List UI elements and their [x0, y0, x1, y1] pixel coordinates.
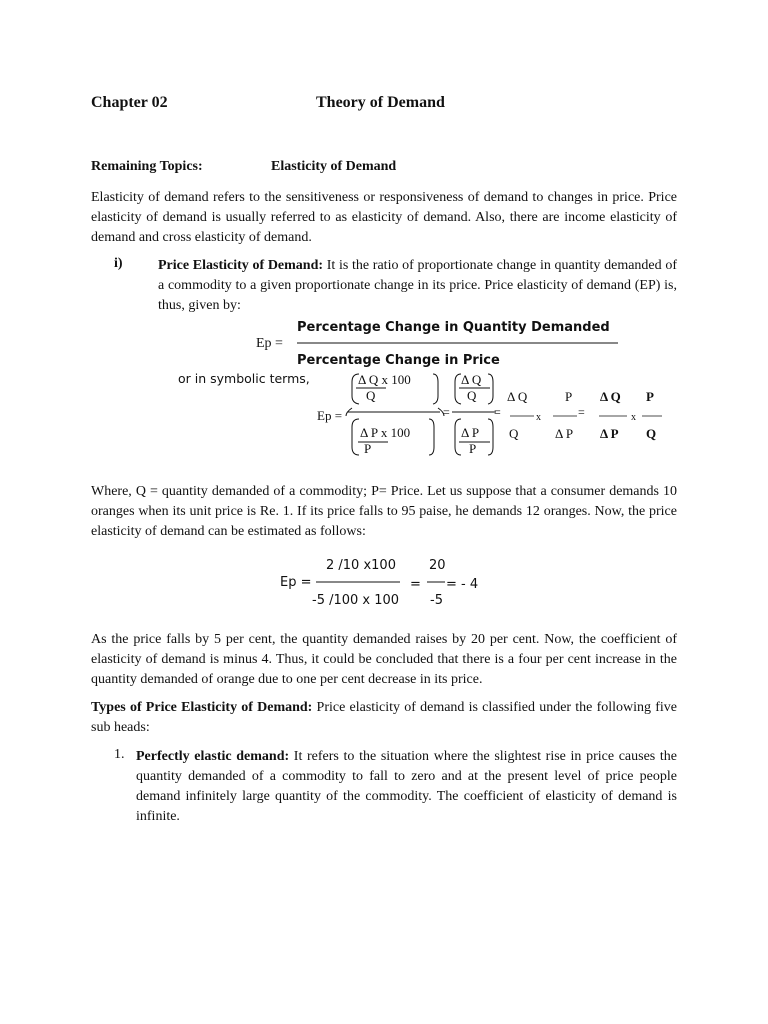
formula2-frac2-den: -5	[430, 593, 443, 608]
intro-paragraph: Elasticity of demand refers to the sensitiveness or responsiveness of demand to changes in price. Price elasticity of demand is usually referred to as elasticity of demand. Also, there are income elasticity of demand and cross elasticity of demand.	[91, 190, 677, 245]
formula1-ratio-num-bot: Q	[467, 388, 477, 403]
formula2-numerator: 2 /10 x100	[326, 558, 396, 573]
calculation-formula-image	[272, 552, 502, 624]
formula1-numerator: Percentage Change in Quantity Demanded	[297, 320, 610, 335]
formula1-x2: x	[631, 412, 636, 423]
formula1-term-q: Q	[509, 426, 519, 441]
formula1-x1: x	[536, 412, 541, 423]
result-paragraph: As the price falls by 5 per cent, the quantity demanded raises by 20 per cent. Now, the coefficient of elasticity of demand is minus 4. Thus, it could be concluded that there is a four per cent increase in the quantity demanded of orange due to one per cent decrease in its price.	[91, 632, 677, 687]
elasticity-formula-image	[170, 312, 680, 462]
formula1-bracket-right-bottom	[429, 419, 434, 455]
formula1-eq2: =	[494, 405, 501, 419]
list-item-1-marker: 1.	[114, 747, 125, 762]
formula1-bracket-left-bottom	[352, 419, 359, 455]
section-i-paragraph	[158, 256, 677, 316]
formula1-num-pct-den: Q	[366, 388, 376, 403]
formula1-term-p: P	[565, 389, 573, 404]
types-lead: Types of Price Elasticity of Demand:	[91, 700, 313, 715]
formula1-lhs: Ep =	[256, 336, 283, 351]
formula2-eq: =	[410, 577, 421, 592]
formula1-ratio-bracket-rb	[488, 419, 493, 455]
formula1-ratio-bracket-rt	[488, 374, 493, 404]
types-text: Price elasticity of demand is classified under the following five sub heads:	[91, 700, 677, 735]
formula1-symbolic-label: or in symbolic terms,	[178, 371, 310, 386]
formula1-eq1: =	[443, 405, 450, 419]
list-item-1-text: It refers to the situation where the slightest rise in price causes the quantity demanded of a commodity to fall to zero and at the present level of price people demand infinitely large quantity of the commodity. The coefficient of elasticity of demand is infinite.	[136, 749, 677, 824]
formula1-eq3: =	[578, 405, 585, 419]
formula2-lhs: Ep =	[280, 575, 312, 590]
formula2-frac2-num: 20	[429, 558, 446, 573]
formula1-num-pct: Δ Q x 100	[358, 372, 411, 387]
section-i-text: It is the ratio of proportionate change in quantity demanded of a commodity to a given proportionate change in its price. Price elasticity of demand (EP) is, thus, given by:	[158, 258, 677, 313]
formula1-bracket-right-top	[433, 374, 438, 404]
formula1-term-bdp: Δ P	[600, 426, 619, 441]
formula1-ratio-den-top: Δ P	[461, 425, 480, 440]
topics-value: Elasticity of Demand	[271, 159, 397, 174]
formula1-ratio-num-top: Δ Q	[461, 372, 482, 387]
formula1-term-bp: P	[646, 389, 654, 404]
formula1-term-dp: Δ P	[555, 426, 574, 441]
where-paragraph: Where, Q = quantity demanded of a commodity; P= Price. Let us suppose that a consumer demands 10 oranges when its unit price is Re. 1. If its price falls to 95 paise, he demands 12 oranges. Now, the price elasticity of demand can be estimated as follows:	[91, 484, 677, 539]
topics-label: Remaining Topics:	[91, 159, 203, 174]
formula1-den-pct-den: P	[364, 441, 372, 456]
formula2-denominator: -5 /100 x 100	[312, 593, 400, 608]
chapter-label: Chapter 02	[91, 94, 168, 111]
formula2-result: = - 4	[446, 577, 479, 592]
formula1-ratio-den-bot: P	[469, 441, 477, 456]
types-paragraph	[91, 698, 677, 738]
formula1-denominator: Percentage Change in Price	[297, 353, 500, 368]
list-item-1-paragraph	[136, 747, 677, 827]
formula1-term-bq: Q	[646, 426, 657, 441]
formula1-term-dq: Δ Q	[507, 389, 528, 404]
formula1-den-pct: Δ P x 100	[360, 425, 411, 440]
formula1-ep-label: Ep =	[317, 408, 343, 423]
chapter-title: Theory of Demand	[316, 94, 445, 111]
section-i-marker: i)	[114, 256, 123, 271]
section-i-lead: Price Elasticity of Demand:	[158, 258, 324, 273]
list-item-1-lead: Perfectly elastic demand:	[136, 749, 290, 764]
formula1-term-bdq: Δ Q	[600, 389, 621, 404]
